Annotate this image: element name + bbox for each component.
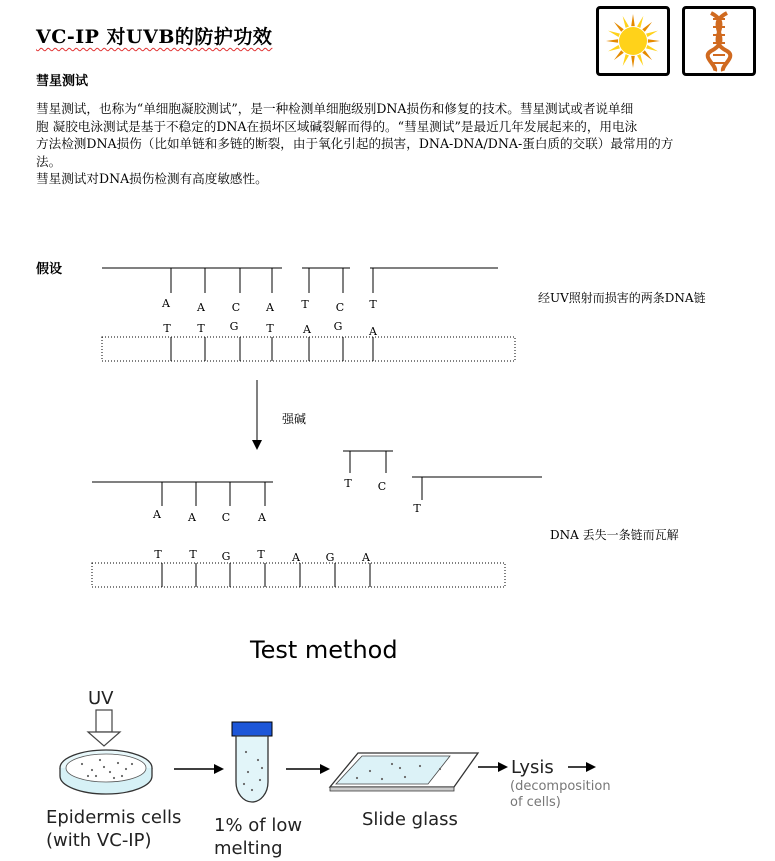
cell-speck — [125, 768, 127, 770]
cell-speck — [419, 765, 421, 767]
strong-base-label: 强碱 — [282, 412, 307, 426]
comet-line-4: 法。 — [36, 153, 62, 169]
base-bottom-2: T — [197, 322, 205, 335]
cell-speck — [399, 767, 401, 769]
page-title: VC-IP 对UVB的防护功效 — [36, 26, 273, 48]
cell-speck — [87, 775, 89, 777]
comet-line-5: 彗星测试对DNA损伤检测有高度敏感性。 — [36, 171, 268, 186]
test-method-title: Test method — [250, 636, 398, 664]
cell-speck — [439, 768, 441, 770]
hypothesis-label: 假设 — [36, 262, 63, 277]
cell-speck — [356, 777, 358, 779]
base-lower-4: T — [257, 548, 265, 561]
base-lower-5: A — [292, 551, 300, 564]
uv-label: UV — [88, 688, 114, 709]
cell-speck — [121, 775, 123, 777]
base-lower-1: T — [154, 548, 162, 561]
cell-speck — [257, 759, 259, 761]
base-left-1: A — [153, 508, 161, 521]
cell-speck — [251, 789, 253, 791]
agarose-line-1: 1% of low — [214, 815, 303, 836]
base-top-6: C — [335, 301, 345, 314]
epidermis-label — [46, 806, 181, 852]
damaged-strands-label: 经UV照射而损害的两条DNA链 — [538, 291, 706, 305]
base-left-3: C — [221, 511, 231, 524]
base-lower-6: G — [325, 551, 335, 564]
base-lower-7: A — [362, 551, 370, 564]
cell-speck — [103, 766, 105, 768]
comet-line-3: 方法检测DNA损伤（比如单链和多链的断裂，由于氧化引起的损害，DNA-DNA/DNA-蛋白质的交联）最常用的方 — [36, 136, 674, 151]
cell-speck — [99, 759, 101, 761]
cell-speck — [109, 771, 111, 773]
base-mid-1: T — [344, 477, 352, 490]
lysis-note-line-2: of cells) — [510, 795, 561, 810]
slide-glass-label: Slide glass — [362, 809, 458, 830]
base-right-1: T — [413, 502, 421, 515]
lysis-note — [510, 779, 611, 811]
cell-speck — [247, 771, 249, 773]
cell-speck — [259, 779, 261, 781]
lysis-label: Lysis — [511, 757, 554, 778]
base-bottom-1: T — [163, 322, 171, 335]
cell-speck — [91, 769, 93, 771]
cell-speck — [95, 775, 97, 777]
cell-speck — [261, 767, 263, 769]
base-lower-3: G — [221, 550, 231, 563]
epidermis-line-1: Epidermis cells — [46, 807, 182, 828]
base-bottom-5: A — [303, 323, 311, 336]
base-top-2: A — [197, 301, 205, 314]
comet-line-1: 彗星测试，也称为“单细胞凝胶测试”，是一种检测单细胞级别DNA损伤和修复的技术。彗星测试或者说单细 — [36, 101, 634, 116]
cell-speck — [117, 762, 119, 764]
lysis-note-line-1: (decomposition — [510, 779, 611, 794]
cell-speck — [369, 770, 371, 772]
cell-speck — [243, 783, 245, 785]
base-mid-2: C — [377, 480, 387, 493]
cell-speck — [391, 763, 393, 765]
agarose-line-2: melting — [214, 838, 283, 859]
epidermis-line-2: (with VC-IP) — [46, 830, 152, 851]
comet-heading: 彗星测试 — [36, 74, 89, 89]
base-top-4: A — [266, 301, 274, 314]
cell-speck — [81, 763, 83, 765]
base-top-1: A — [162, 297, 170, 310]
base-left-4: A — [258, 511, 266, 524]
base-top-7: T — [369, 298, 377, 311]
agarose-label — [214, 814, 302, 860]
base-top-3: C — [231, 301, 241, 314]
base-bottom-6: G — [333, 320, 343, 333]
cell-speck — [404, 776, 406, 778]
base-bottom-7: A — [369, 325, 377, 338]
base-left-2: A — [188, 511, 196, 524]
cell-speck — [381, 778, 383, 780]
base-bottom-3: G — [229, 320, 239, 333]
base-bottom-4: T — [266, 322, 274, 335]
cell-speck — [131, 763, 133, 765]
strand-loss-label: DNA 丢失一条链而瓦解 — [550, 528, 679, 542]
base-lower-2: T — [189, 548, 197, 561]
cell-speck — [113, 777, 115, 779]
comet-line-2: 胞 凝胶电泳测试是基于不稳定的DNA在损坏区域碱裂解而得的。“彗星测试”是最近几年发展起来的，用电泳 — [36, 118, 638, 134]
cell-speck — [245, 751, 247, 753]
base-top-5: T — [301, 298, 309, 311]
